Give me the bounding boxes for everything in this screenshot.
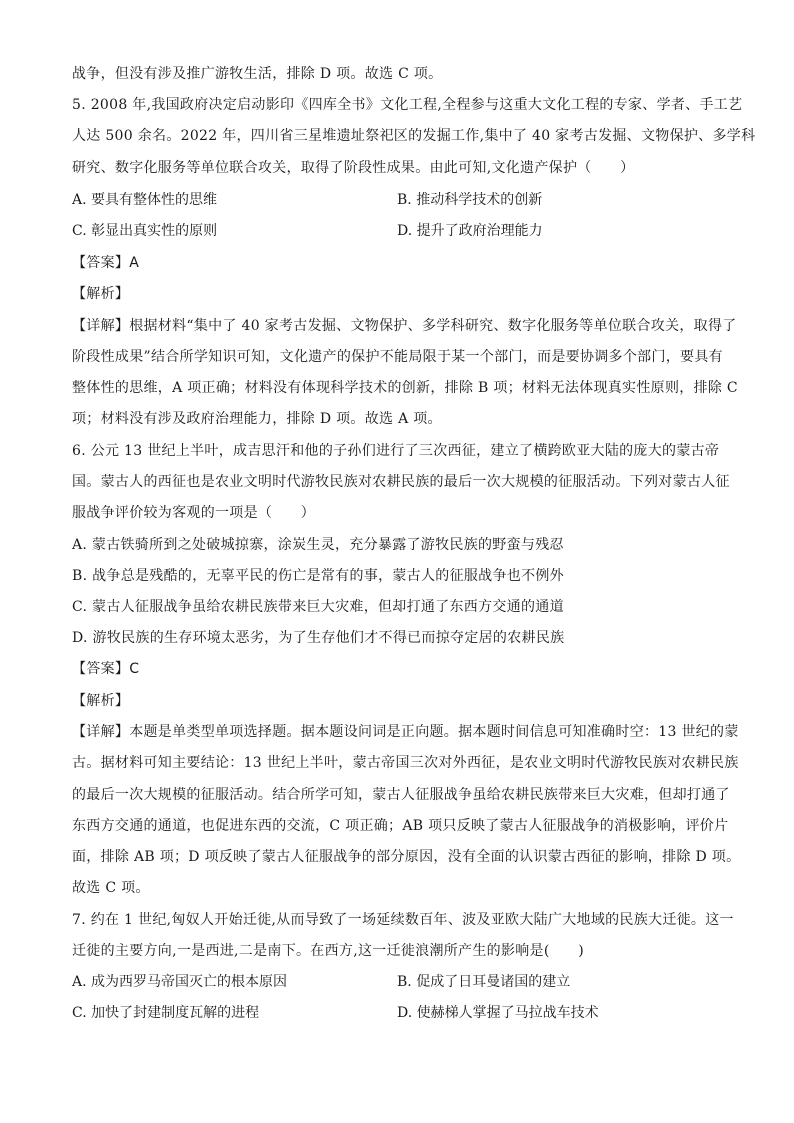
q6-detail-line-4: 东西方交通的通道，也促进东西的交流，C 项正确；AB 项只反映了蒙古人征服战争的消极影响，评价片: [72, 818, 729, 834]
q6-stem-line-3: 服战争评价较为客观的一项是（ ）: [72, 505, 316, 521]
q5-stem-line-2: 人达 500 余名。2022 年，四川省三星堆遗址祭祀区的发掘工作,集中了 40 家考古发掘、文物保护、多学科: [72, 128, 756, 144]
q6-detail-line-1: 【详解】本题是单类型单项选择题。据本题设问词是正向题。据本题时间信息可知准确时空：13 世纪的蒙: [72, 724, 739, 740]
q6-detail-line-6: 故选 C 项。: [72, 880, 150, 896]
q5-detail-line-3: 整体性的思维，A 项正确；材料没有体现科学技术的创新，排除 B 项；材料无法体现真实性原则，排除 C: [72, 380, 738, 396]
q5-detail-line-4: 项；材料没有涉及政府治理能力，排除 D 项。故选 A 项。: [72, 411, 442, 427]
q6-detail-line-2: 古。据材料可知主要结论：13 世纪上半叶，蒙古帝国三次对外西征，是农业文明时代游牧民族对农耕民族: [72, 755, 739, 771]
q5-detail-line-1: 【详解】根据材料“集中了 40 家考古发掘、文物保护、多学科研究、数字化服务等单位联合攻关，取得了: [72, 318, 737, 334]
q6-detail-line-5: 面，排除 AB 项；D 项反映了蒙古人征服战争的部分原因，没有全面的认识蒙古西征的影响，排除 D 项。: [72, 849, 741, 865]
q5-option-a: A. 要具有整体性的思维: [72, 192, 218, 208]
q7-stem-line-1: 7. 约在 1 世纪,匈奴人开始迁徙,从而导致了一场延续数百年、波及亚欧大陆广大地域的民族大迁徙。这一: [72, 912, 734, 928]
q6-option-a: A. 蒙古铁骑所到之处破城掠寨，涂炭生灵，充分暴露了游牧民族的野蛮与残忍: [72, 537, 564, 553]
q5-stem-line-3: 研究、数字化服务等单位联合攻关，取得了阶段性成果。由此可知,文化遗产保护（ ）: [72, 160, 635, 176]
q5-option-b: B. 推动科学技术的创新: [397, 192, 543, 208]
q5-analysis-label: 【解析】: [72, 286, 130, 302]
q5-option-d: D. 提升了政府治理能力: [397, 223, 543, 239]
q7-option-a: A. 成为西罗马帝国灭亡的根本原因: [72, 974, 288, 990]
q6-option-c: C. 蒙古人征服战争虽给农耕民族带来巨大灾难，但却打通了东西方交通的通道: [72, 599, 564, 615]
q6-stem-line-2: 国。蒙古人的西征也是农业文明时代游牧民族对农耕民族的最后一次大规模的征服活动。下列对蒙古人征: [72, 474, 730, 490]
q7-option-c: C. 加快了封建制度瓦解的进程: [72, 1005, 260, 1021]
q6-option-b: B. 战争总是残酷的，无辜平民的伤亡是常有的事，蒙古人的征服战争也不例外: [72, 568, 564, 584]
q5-option-c: C. 彰显出真实性的原则: [72, 223, 218, 239]
q6-analysis-label: 【解析】: [72, 693, 130, 709]
q6-answer: 【答案】C: [72, 661, 140, 677]
q5-answer: 【答案】A: [72, 255, 140, 271]
q7-option-d: D. 使赫梯人掌握了马拉战车技术: [397, 1005, 599, 1021]
q7-stem-line-2: 迁徙的主要方向,一是西进,二是南下。在西方,这一迁徙浪潮所产生的影响是( ): [72, 943, 584, 959]
q6-option-d: D. 游牧民族的生存环境太恶劣，为了生存他们才不得已而掠夺定居的农耕民族: [72, 630, 565, 646]
q5-stem-line-1: 5. 2008 年,我国政府决定启动影印《四库全书》文化工程,全程参与这重大文化工程的专家、学者、手工艺: [72, 97, 743, 113]
q7-option-b: B. 促成了日耳曼诸国的建立: [397, 974, 571, 990]
q4-answer-tail: 战争，但没有涉及推广游牧生活，排除 D 项。故选 C 项。: [72, 66, 443, 82]
q6-detail-line-3: 的最后一次大规模的征服活动。结合所学可知，蒙古人征服战争虽给农耕民族带来巨大灾难，但却打通了: [72, 787, 730, 803]
q5-detail-line-2: 阶段性成果”结合所学知识可知，文化遗产的保护不能局限于某一个部门，而是要协调多个部门，要具有: [72, 349, 723, 365]
q6-stem-line-1: 6. 公元 13 世纪上半叶，成吉思汗和他的子孙们进行了三次西征，建立了横跨欧亚大陆的庞大的蒙古帝: [72, 443, 720, 459]
